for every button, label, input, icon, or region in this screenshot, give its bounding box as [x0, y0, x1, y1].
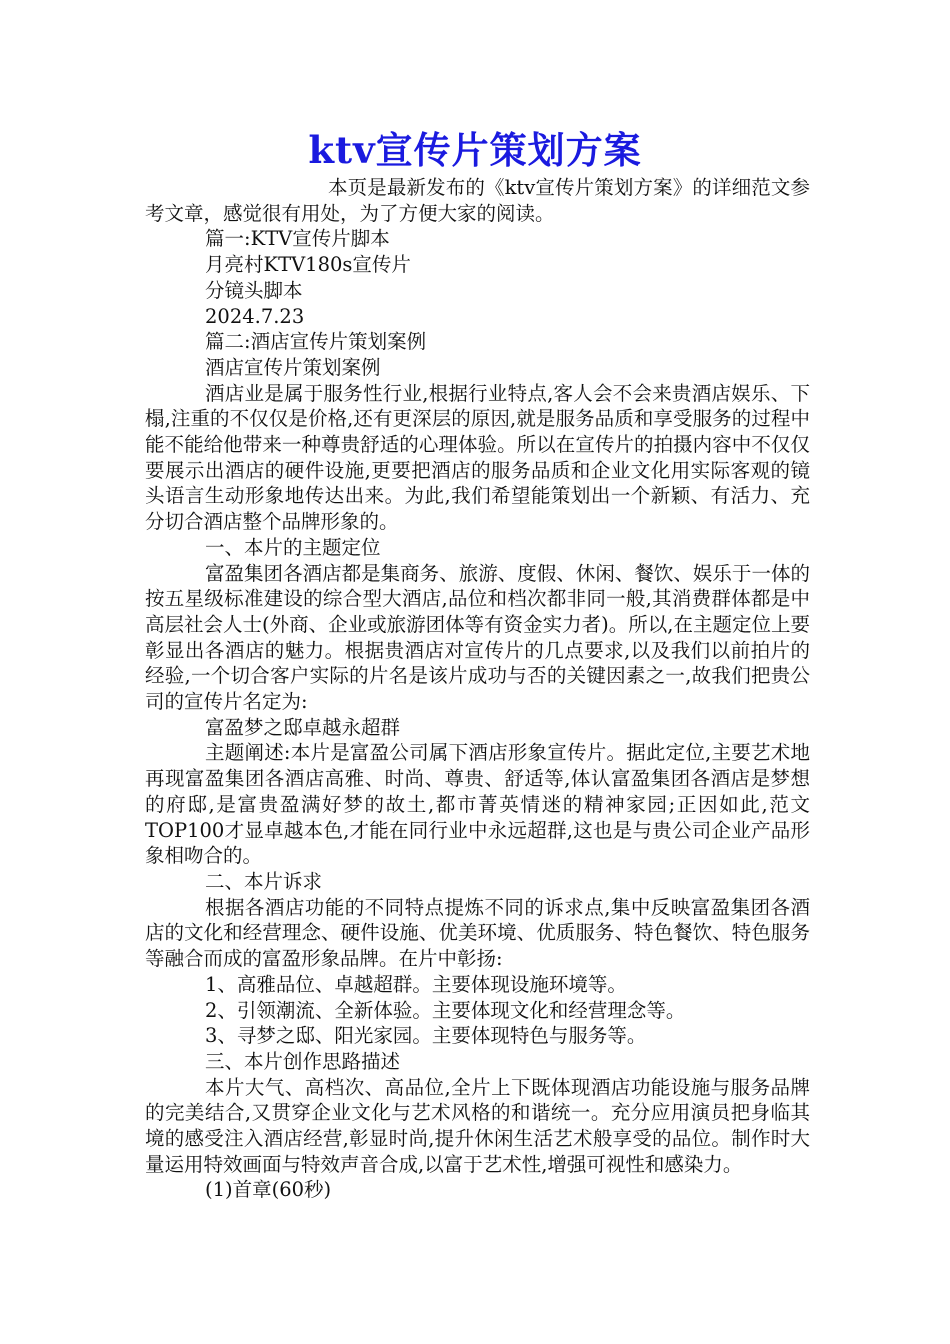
film-name: 富盈梦之邸卓越永超群 [205, 715, 401, 739]
list-item: 2、引领潮流、全新体验。主要体现文化和经营理念等。 [205, 998, 686, 1022]
body-paragraph: 根据各酒店功能的不同特点提炼不同的诉求点,集中反映富盈集团各酒店的文化和经营理念、硬件设施、优美环境、优质服务、特色餐饮、特色服务等融合而成的富盈形象品牌。在片中彰扬: [145, 895, 810, 971]
body-paragraph: 酒店业是属于服务性行业,根据行业特点,客人会不会来贵酒店娱乐、下榻,注重的不仅仅是价格,还有更深层的原因,就是服务品质和享受服务的过程中能不能给他带来一种尊贵舒适的心理体验。所以在宣传片的拍摄内容中不仅仅要展示出酒店的硬件设施,更要把酒店的服务品质和企业文化用实际客观的镜头语言生动形象地传达出来。为此,我们希望能策划出一个新颖、有活力、充分切合酒店整个品牌形象的。 [145, 381, 810, 534]
body-paragraph: 主题阐述:本片是富盈公司属下酒店形象宣传片。据此定位,主要艺术地再现富盈集团各酒店高雅、时尚、尊贵、舒适等,体认富盈集团各酒店是梦想的府邸,是富贵盈满好梦的故土,都市菁英情迷的精神家园;正因如此,范文TOP100才显卓越本色,才能在同行业中永远超群,这也是与贵公司企业产品形象相吻合的。 [145, 741, 810, 868]
intro-paragraph: 本页是最新发布的《ktv宣传片策划方案》的详细范文参考文章，感觉很有用处，为了方便大家的阅读。 [145, 176, 810, 225]
body-paragraph: 本片大气、高档次、高品位,全片上下既体现酒店功能设施与服务品牌的完美结合,又贯穿企业文化与艺术风格的和谐统一。充分应用演员把身临其境的感受注入酒店经营,彰显时尚,提升休闲生活艺术般享受的品位。制作时大量运用特效画面与特效声音合成,以富于艺术性,增强可视性和感染力。 [145, 1075, 810, 1176]
subheading-theme: 一、本片的主题定位 [205, 535, 381, 559]
script-title: 月亮村KTV180s宣传片 [205, 253, 411, 277]
document-title: ktv宣传片策划方案 [308, 128, 642, 172]
section-heading-part1: 篇一:KTV宣传片脚本 [205, 227, 390, 251]
section-heading-part2: 篇二:酒店宣传片策划案例 [205, 330, 427, 354]
list-item: 1、高雅品位、卓越超群。主要体现设施环境等。 [205, 972, 627, 996]
chapter-heading: (1)首章(60秒) [205, 1178, 332, 1202]
body-paragraph: 富盈集团各酒店都是集商务、旅游、度假、休闲、餐饮、娱乐于一体的按五星级标准建设的综合型大酒店,品位和档次都非同一般,其消费群体都是中高层社会人士(外商、企业或旅游团体等有资金实力者)。所以,在主题定位上要彰显出各酒店的魅力。根据贵酒店对宣传片的几点要求,以及我们以前拍片的经验,一个切合客户实际的片名是该片成功与否的关键因素之一,故我们把贵公司的宣传片名定为: [145, 561, 810, 714]
document-body [145, 175, 810, 1203]
case-title: 酒店宣传片策划案例 [205, 355, 381, 379]
script-date: 2024.7.23 [205, 304, 305, 328]
script-subtitle: 分镜头脚本 [205, 278, 303, 302]
list-item: 3、寻梦之邸、阳光家园。主要体现特色与服务等。 [205, 1024, 647, 1048]
subheading-appeal: 二、本片诉求 [205, 869, 323, 893]
subheading-creative: 三、本片创作思路描述 [205, 1049, 401, 1073]
